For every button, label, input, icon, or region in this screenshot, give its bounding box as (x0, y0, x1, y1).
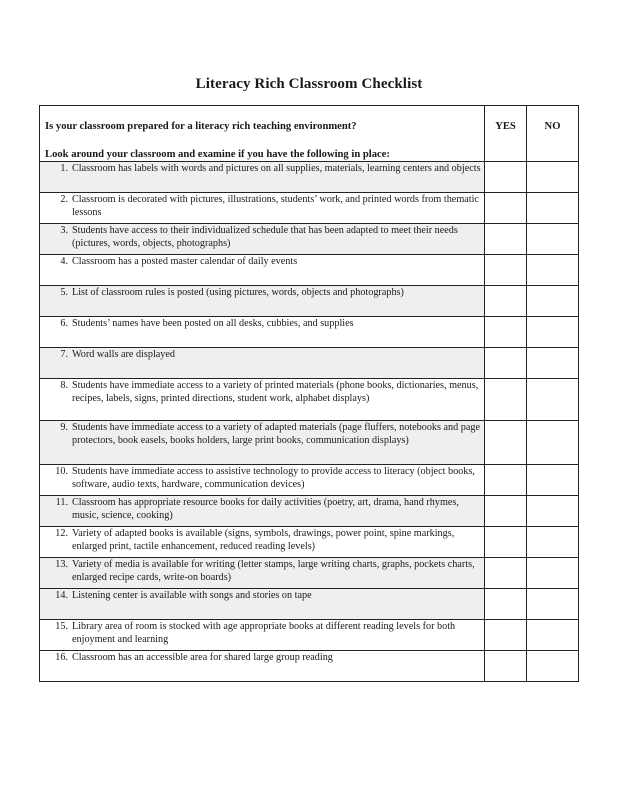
checklist-item (40, 497, 482, 522)
checklist-row (40, 589, 579, 620)
item-cell (40, 286, 485, 317)
yes-checkbox-cell[interactable] (485, 589, 527, 620)
checklist-table (39, 105, 579, 682)
item-text: Word walls are displayed (72, 349, 176, 361)
item-number: 16. (55, 652, 68, 664)
header-question-cell (40, 106, 485, 162)
item-number: 10. (55, 466, 68, 478)
checklist-row (40, 527, 579, 558)
item-number: 15. (55, 621, 68, 633)
checklist-item (40, 225, 482, 250)
item-cell (40, 193, 485, 224)
item-text: Variety of media is available for writing (letter stamps, large writing charts, graphs, pockets charts, enlarged recipe cards, write-on boards) (72, 559, 475, 583)
header-row (40, 106, 579, 162)
item-cell (40, 317, 485, 348)
checklist-item (40, 466, 482, 491)
item-text: Classroom is decorated with pictures, illustrations, students’ work, and printed words from thematic lessons (72, 194, 479, 218)
yes-checkbox-cell[interactable] (485, 496, 527, 527)
item-number: 3. (60, 225, 68, 237)
item-text: Variety of adapted books is available (signs, symbols, drawings, power point, spine markings, enlarged print, tactile enhancement, reduced reading levels) (72, 528, 455, 552)
no-checkbox-cell[interactable] (527, 162, 579, 193)
item-text: Students have immediate access to a variety of adapted materials (page fluffers, notebooks and page protectors, book easels, books holders, large print books, communication displays) (72, 422, 481, 446)
item-cell (40, 421, 485, 465)
yes-checkbox-cell[interactable] (485, 421, 527, 465)
yes-checkbox-cell[interactable] (485, 286, 527, 317)
yes-checkbox-cell[interactable] (485, 379, 527, 421)
item-text: Library area of room is stocked with age appropriate books at different reading levels for both enjoyment and learning (72, 621, 456, 645)
no-checkbox-cell[interactable] (527, 496, 579, 527)
item-cell (40, 558, 485, 589)
item-text: Students’ names have been posted on all desks, cubbies, and supplies (72, 318, 354, 330)
item-cell (40, 348, 485, 379)
item-cell (40, 224, 485, 255)
checklist-question: Is your classroom prepared for a literacy rich teaching environment? (45, 121, 357, 132)
item-number: 14. (55, 590, 68, 602)
checklist-item (40, 422, 482, 447)
no-checkbox-cell[interactable] (527, 620, 579, 651)
checklist-row (40, 651, 579, 682)
yes-checkbox-cell[interactable] (485, 651, 527, 682)
checklist-row (40, 317, 579, 348)
checklist-row (40, 224, 579, 255)
checklist-row (40, 620, 579, 651)
checklist-item (40, 559, 482, 584)
item-cell (40, 465, 485, 496)
yes-checkbox-cell[interactable] (485, 527, 527, 558)
item-text: Students have immediate access to assistive technology to provide access to literacy (object books, software, audio texts, hardware, communication devices) (72, 466, 475, 490)
item-text: Classroom has labels with words and pictures on all supplies, materials, learning centers and objects (72, 163, 481, 175)
item-text: List of classroom rules is posted (using pictures, words, objects and photographs) (72, 287, 404, 299)
no-checkbox-cell[interactable] (527, 286, 579, 317)
checklist-item (40, 256, 482, 268)
checklist-item (40, 349, 482, 361)
no-column-header: NO (527, 106, 579, 162)
checklist-item (40, 652, 482, 664)
no-checkbox-cell[interactable] (527, 317, 579, 348)
no-checkbox-cell[interactable] (527, 558, 579, 589)
checklist-row (40, 496, 579, 527)
checklist-item (40, 194, 482, 219)
yes-checkbox-cell[interactable] (485, 162, 527, 193)
item-number: 12. (55, 528, 68, 540)
yes-checkbox-cell[interactable] (485, 348, 527, 379)
item-text: Classroom has appropriate resource books for daily activities (poetry, art, drama, hand rhymes, music, science, cooking) (72, 497, 459, 521)
no-checkbox-cell[interactable] (527, 651, 579, 682)
checklist-row (40, 348, 579, 379)
yes-checkbox-cell[interactable] (485, 317, 527, 348)
checklist-row (40, 421, 579, 465)
item-text: Classroom has a posted master calendar of daily events (72, 256, 298, 268)
no-checkbox-cell[interactable] (527, 255, 579, 286)
item-number: 13. (55, 559, 68, 571)
checklist-row (40, 255, 579, 286)
item-cell (40, 496, 485, 527)
item-text: Students have access to their individualized schedule that has been adapted to meet their needs (pictures, words, objects, photographs) (72, 225, 458, 249)
checklist-row (40, 379, 579, 421)
no-checkbox-cell[interactable] (527, 379, 579, 421)
checklist-item (40, 287, 482, 299)
checklist-row (40, 465, 579, 496)
checklist-item (40, 621, 482, 646)
yes-checkbox-cell[interactable] (485, 558, 527, 589)
checklist-row (40, 558, 579, 589)
item-text: Listening center is available with songs and stories on tape (72, 590, 312, 602)
yes-checkbox-cell[interactable] (485, 255, 527, 286)
checklist-item (40, 380, 482, 405)
item-number: 5. (60, 287, 68, 299)
no-checkbox-cell[interactable] (527, 589, 579, 620)
checklist-instruction: Look around your classroom and examine if you have the following in place: (45, 149, 390, 160)
checklist-row (40, 193, 579, 224)
checklist-row (40, 286, 579, 317)
item-cell (40, 255, 485, 286)
yes-checkbox-cell[interactable] (485, 193, 527, 224)
checklist-item (40, 163, 482, 175)
item-number: 7. (60, 349, 68, 361)
item-text: Students have immediate access to a variety of printed materials (phone books, dictionaries, menus, recipes, labels, signs, printed directions, student work, alphabet displays) (72, 380, 479, 404)
no-checkbox-cell[interactable] (527, 193, 579, 224)
item-number: 8. (60, 380, 68, 392)
no-checkbox-cell[interactable] (527, 421, 579, 465)
item-text: Classroom has an accessible area for shared large group reading (72, 652, 333, 664)
checklist-item (40, 318, 482, 330)
checklist-item (40, 528, 482, 553)
yes-checkbox-cell[interactable] (485, 620, 527, 651)
document-title: Literacy Rich Classroom Checklist (195, 76, 423, 92)
item-number: 2. (60, 194, 68, 206)
item-cell (40, 651, 485, 682)
no-checkbox-cell[interactable] (527, 465, 579, 496)
item-number: 4. (60, 256, 68, 268)
item-cell (40, 620, 485, 651)
item-number: 9. (60, 422, 68, 434)
item-number: 11. (55, 497, 68, 509)
item-cell (40, 162, 485, 193)
item-cell (40, 589, 485, 620)
checklist-row (40, 162, 579, 193)
item-number: 6. (60, 318, 68, 330)
item-cell (40, 379, 485, 421)
yes-column-header: YES (485, 106, 527, 162)
item-number: 1. (60, 163, 68, 175)
yes-checkbox-cell[interactable] (485, 224, 527, 255)
item-cell (40, 527, 485, 558)
no-checkbox-cell[interactable] (527, 527, 579, 558)
no-checkbox-cell[interactable] (527, 224, 579, 255)
no-checkbox-cell[interactable] (527, 348, 579, 379)
yes-checkbox-cell[interactable] (485, 465, 527, 496)
checklist-item (40, 590, 482, 602)
